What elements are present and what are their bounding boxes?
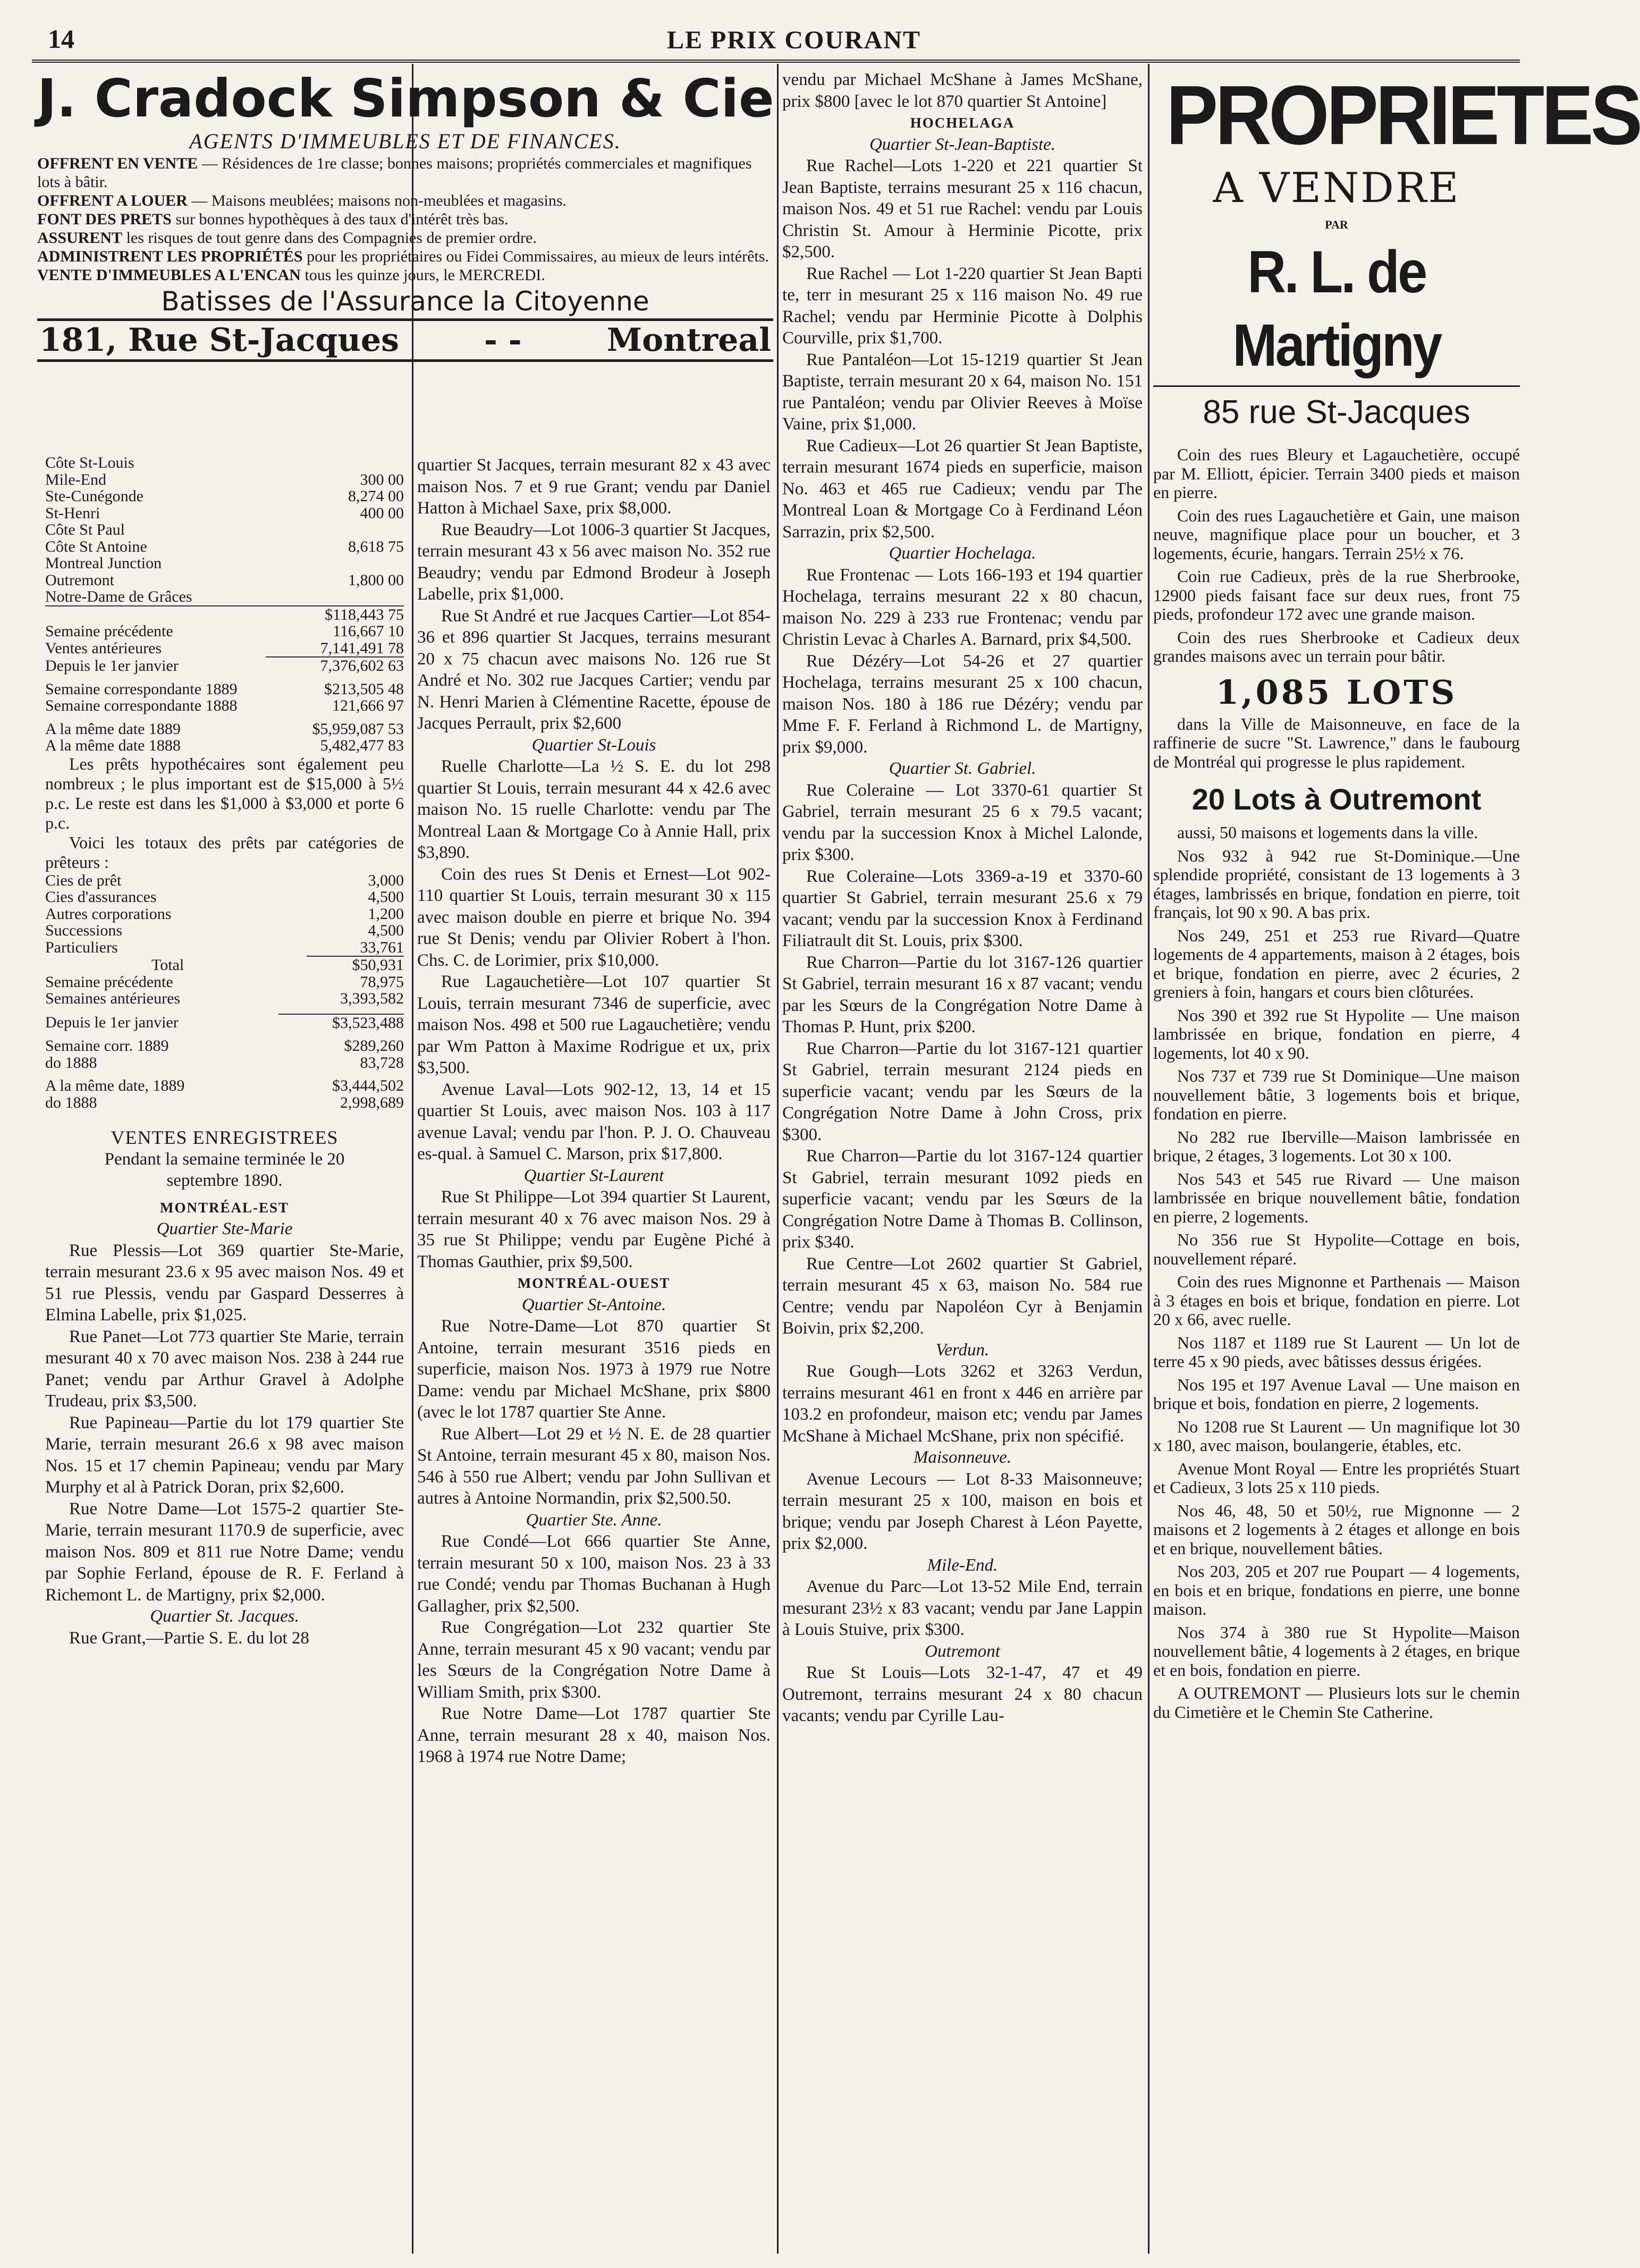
stats-value: $118,443 75 xyxy=(45,606,404,623)
sale-entry: Rue St Philippe—Lot 394 quartier St Laurent, terrain mesurant 40 x 76 avec maison Nos. 29 à 35 rue St Philippe; vendu par Eugène Piché à Thomas Gauthier, prix $9,500. xyxy=(417,1187,771,1271)
property-listing: Nos 46, 48, 50 et 50½, rue Mignonne — 2 maisons et 2 logements à 2 étages et allonge en bois et en brique, nouvellement bâties. xyxy=(1153,1500,1520,1558)
stats-value xyxy=(305,555,404,572)
stats-label: A la même date 1888 xyxy=(45,737,181,754)
stats-label: Semaine corr. 1889 xyxy=(45,1037,169,1055)
section-heading: Verdun. xyxy=(935,1340,990,1360)
stats-value: 7,376,602 63 xyxy=(266,657,404,675)
stats-paragraph: Voici les totaux des prêts par catégories de prêteurs : xyxy=(45,832,404,872)
property-listing: Nos 932 à 942 rue St-Dominique.—Une splendide propriété, consistant de 13 logements à 3 étages, lambrissés en brique, fondation en pierre, toit français, lot 90 x 90. A bas prix. xyxy=(1153,846,1520,922)
stats-row xyxy=(45,1055,404,1072)
stats-label: Cies d'assurances xyxy=(45,888,157,906)
stats-value: 5,482,477 83 xyxy=(320,737,404,754)
stats-row xyxy=(45,471,404,488)
stats-row xyxy=(45,681,404,698)
stats-row xyxy=(45,697,404,714)
section-heading: Quartier St. Jacques. xyxy=(150,1607,299,1626)
ventes-list-2 xyxy=(417,454,771,1768)
sale-entry: Rue Grant,—Partie S. E. du lot 28 xyxy=(69,1628,309,1648)
stats-value: 116,667 10 xyxy=(333,622,404,640)
stats-paragraph: Les prêts hypothécaires sont également peu nombreux ; le plus important est de $15,000 à 5½ p.c. Le reste est dans les $1,000 à $3,000 et porte 6 p.c. xyxy=(45,754,404,832)
stats-label: Successions xyxy=(45,922,122,939)
section-heading: HOCHELAGA xyxy=(910,115,1015,131)
stats-label: Semaine correspondante 1888 xyxy=(45,697,238,714)
stats-value: 3,000 xyxy=(368,871,404,889)
stats-row xyxy=(45,939,404,956)
property-listing: Nos 195 et 197 Avenue Laval — Une maison en brique et bois, fondation en pierre, 2 logements. xyxy=(1153,1375,1520,1413)
sale-entry: Coin des rues St Denis et Ernest—Lot 902-110 quartier St Louis, terrain mesurant 30 x 115 avec maison double en pierre et brique No. 394 rue St Denis; vendu par Olivier Robert à l'hon. Chs. C. de Lorimier, prix $10,000. xyxy=(417,864,771,970)
stats-label: Depuis le 1er janvier xyxy=(45,656,179,675)
section-heading: Quartier Ste-Marie xyxy=(156,1219,293,1238)
stats-row xyxy=(45,555,404,572)
stats-row xyxy=(45,1077,404,1094)
section-heading: Quartier St-Jean-Baptiste. xyxy=(869,134,1056,154)
stats-label: Cies de prêt xyxy=(45,871,122,889)
stats-row xyxy=(45,588,404,605)
stats-value: 7,141,491 78 xyxy=(320,639,404,657)
stats-value: 400 00 xyxy=(360,504,404,522)
property-listing: Nos 543 et 545 rue Rivard — Une maison lambrissée en brique nouvellement bâtie, fondation en pierre, 2 logements. xyxy=(1153,1169,1520,1226)
property-listing: Coin rue Cadieux, près de la rue Sherbrooke, 12900 pieds faisant face sur deux rues, front 75 pieds, profondeur 172 avec une grande maison. xyxy=(1153,567,1520,623)
cradock-simpson-ad xyxy=(37,69,773,436)
ad-service-text: tous les quinze jours, le MERCREDI. xyxy=(305,266,545,284)
stats-row xyxy=(45,538,404,555)
property-listing: Nos 390 et 392 rue St Hypolite — Une maison lambrissée en brique, fondation en pierre, 4 logements, lot 40 x 90. xyxy=(1153,1005,1520,1063)
stats-value: 8,274 00 xyxy=(348,487,404,505)
stats-row xyxy=(45,521,404,538)
stats-table-2 xyxy=(45,623,404,656)
stats-row xyxy=(45,922,404,939)
ad-service-line xyxy=(37,191,773,210)
sale-entry: Rue Frontenac — Lots 166-193 et 194 quartier Hochelaga, terrains mesurant 22 x 80 chacun, maison No. 229 à 233 rue Frontenac; vendu par Christin Levac à Charles A. Barnard, prix $4,500. xyxy=(782,565,1143,649)
section-heading: Quartier Ste. Anne. xyxy=(526,1510,662,1530)
stats-label: Semaine précédente xyxy=(45,973,173,991)
ventes-period: Pendant la semaine terminée le 20 septembre 1890. xyxy=(104,1149,345,1190)
sale-entry: Rue Charron—Partie du lot 3167-124 quartier St Gabriel, terrain mesurant 1092 pieds en superficie vacant; vendu par les Sœurs de la Congrégation Notre Dame à Thomas B. Collinson, prix $340. xyxy=(782,1146,1143,1252)
sale-entry: vendu par Michael McShane à James McShane, prix $800 [avec le lot 870 quartier St Antoine] xyxy=(782,70,1143,111)
stats-value: 300 00 xyxy=(360,470,404,488)
stats-value: 121,666 97 xyxy=(332,697,404,714)
sale-entry: Rue Papineau—Partie du lot 179 quartier Ste Marie, terrain mesurant 26.6 x 98 avec maison Nos. 15 et 17 chemin Papineau; vendu par Mary Murphy et al à Patrick Doran, prix $2,600. xyxy=(45,1413,404,1497)
stats-value: 8,618 75 xyxy=(348,537,404,555)
page-header xyxy=(32,16,1520,58)
property-listing: Nos 1187 et 1189 rue St Laurent — Un lot de terre 45 x 90 pieds, avec bâtisses dessus érigées. xyxy=(1153,1333,1520,1371)
property-listing: Coin des rues Mignonne et Parthenais — Maison à 3 étages en bois et brique, fondation en pierre. Lot 20 x 66, avec ruelle. xyxy=(1153,1272,1520,1329)
property-listing: aussi, 50 maisons et logements dans la ville. xyxy=(1177,823,1478,842)
stats-row xyxy=(45,974,404,991)
ad-service-text: les risques de tout genre dans des Compagnies de premier ordre. xyxy=(126,229,537,247)
martigny-ad xyxy=(1153,69,1640,2262)
ad-title: J. Cradock Simpson & Cie xyxy=(37,69,774,129)
ad-address-city: Montreal xyxy=(606,322,771,359)
stats-row xyxy=(45,623,404,640)
ad-service-text: — Résidences de 1re classe; bonnes maisons; propriétés commerciales et magnifiques lots à bâtir. xyxy=(37,155,752,191)
sale-entry: Avenue Lecours — Lot 8-33 Maisonneuve; terrain mesurant 25 x 100, maison en bois et brique; vendu par Joseph Charest à Léon Payette, prix $2,000. xyxy=(782,1469,1143,1553)
ad2-outremont: 20 Lots à Outremont xyxy=(1191,782,1482,816)
stats-value: 2,998,689 xyxy=(340,1093,404,1111)
stats-label: Outremont xyxy=(45,571,114,589)
property-listing: No 282 rue Iberville—Maison lambrissée en brique, 2 étages, 3 logements. Lot 30 x 100. xyxy=(1153,1127,1520,1165)
sale-entry: Rue Coleraine—Lots 3369-a-19 et 3370-60 quartier St Gabriel, terrain mesurant 25.6 x 79 vacant; vendu par la succession Knox à Ferdinand Filiatrault dit St. Louis, prix $300. xyxy=(782,866,1143,950)
stats-row xyxy=(45,454,404,471)
section-heading: MONTRÉAL-OUEST xyxy=(517,1275,671,1291)
stats-row xyxy=(45,889,404,906)
sale-entry: Rue Plessis—Lot 369 quartier Ste-Marie, terrain mesurant 23.6 x 95 avec maison Nos. 49 et 51 rue Plessis, vendu par Gaspard Desserres à Elmina Labelle, prix $1,025. xyxy=(45,1241,404,1325)
stats-row xyxy=(45,572,404,589)
ad-address xyxy=(37,318,773,362)
property-listing: Nos 203, 205 et 207 rue Poupart — 4 logements, en bois et en brique, fondations en pierre, une bonne maison. xyxy=(1153,1562,1520,1618)
stats-label: Mile-End xyxy=(45,470,106,488)
sale-entry: Rue Gough—Lots 3262 et 3263 Verdun, terrains mesurant 461 en front x 446 en arrière par 103.2 en profondeur, maison etc; vendu par James McShane à Michael McShane, prix non spécifié. xyxy=(782,1362,1143,1446)
property-listing: Nos 737 et 739 rue St Dominique—Une maison nouvellement bâtie, 3 logements bois et brique, fondation en pierre. xyxy=(1153,1066,1520,1123)
ad2-properties-2 xyxy=(1153,823,1520,1722)
sale-entry: Rue Lagauchetière—Lot 107 quartier St Louis, terrain mesurant 7346 de superficie, avec maison Nos. 498 et 500 rue Lagauchetière; vendu par Wm Patton à Maxime Rodrigue et ux, prix $3,500. xyxy=(417,972,771,1077)
section-heading: Quartier St-Antoine. xyxy=(521,1295,666,1314)
stats-value: 4,500 xyxy=(368,922,404,939)
sale-entry: Rue Notre Dame—Lot 1787 quartier Ste Anne, terrain mesurant 28 x 40, maison Nos. 1968 à 1974 rue Notre Dame; xyxy=(417,1704,771,1766)
stats-row xyxy=(45,737,404,754)
stats-value: $5,959,087 53 xyxy=(312,720,404,738)
ad2-subtitle: A VENDRE xyxy=(1213,164,1460,212)
header-rule xyxy=(32,60,1520,63)
stats-value: 78,975 xyxy=(360,973,404,991)
column-3 xyxy=(782,69,1143,2262)
ad2-address: 85 rue St-Jacques xyxy=(1203,394,1470,431)
ad2-rule xyxy=(1153,385,1520,387)
stats-value xyxy=(305,454,404,471)
ad-service-text: sur bonnes hypothèques à des taux d'intérêt très bas. xyxy=(175,210,509,228)
stats-label: do 1888 xyxy=(45,1053,97,1072)
ad-service-key: ADMINISTRENT LES PROPRIÉTÉS xyxy=(37,248,303,265)
stats-table-3 xyxy=(45,681,404,714)
stats-table-5 xyxy=(45,872,404,956)
stats-table-8 xyxy=(45,1077,404,1111)
sale-entry: Rue Centre—Lot 2602 quartier St Gabriel, terrain mesurant 45 x 63, maison No. 584 rue Centre; vendu par Napoléon Cyr à Benjamin Boivin, prix $2,200. xyxy=(782,1254,1143,1338)
column-2 xyxy=(417,454,771,2262)
stats-label: Autres corporations xyxy=(45,905,172,923)
stats-value xyxy=(305,588,404,605)
stats-label: Total xyxy=(151,956,184,974)
property-listing: Coin des rues Lagauchetière et Gain, une maison neuve, magnifique place pour un boucher, et 3 logements, écurie, hangars. Terrain 25½ x 76. xyxy=(1153,505,1520,563)
stats-label: Ventes antérieures xyxy=(45,639,162,657)
stats-row xyxy=(45,872,404,889)
stats-row xyxy=(45,505,404,522)
stats-value: 1,800 00 xyxy=(348,571,404,589)
ad-services-list xyxy=(37,154,773,284)
ventes-list-3 xyxy=(782,69,1143,1727)
stats-row xyxy=(45,1094,404,1111)
stats-label: A la même date, 1889 xyxy=(45,1077,185,1094)
stats-label: Semaine précédente xyxy=(45,622,173,640)
ad-service-key: ASSURENT xyxy=(37,229,123,247)
stats-value: 83,728 xyxy=(360,1053,404,1072)
ad2-lots: 1,085 LOTS xyxy=(1215,672,1458,712)
section-heading: MONTRÉAL-EST xyxy=(159,1199,290,1216)
sale-entry: Rue Cadieux—Lot 26 quartier St Jean Baptiste, terrain mesurant 1674 pieds en superficie, maison No. 463 et 465 rue Cadieux; vendu par The Montreal Loan & Mortgage Co à Ferdinand Léon Sarrazin, prix $2,500. xyxy=(782,436,1143,542)
section-heading: Quartier St. Gabriel. xyxy=(889,759,1036,778)
ad-service-key: OFFRENT A LOUER xyxy=(37,192,188,209)
ad-service-key: OFFRENT EN VENTE xyxy=(37,155,198,172)
stats-label: Particuliers xyxy=(45,938,118,956)
property-listing: Nos 249, 251 et 253 rue Rivard—Quatre logements de 4 appartements, maison à 2 étages, bois et brique, fondation en pierre, avec 2 écuries, 2 greniers à foin, hangars et cours bien clôturées. xyxy=(1153,925,1520,1001)
stats-label: do 1888 xyxy=(45,1093,97,1111)
stats-row xyxy=(45,640,404,657)
sale-entry: Rue St Louis—Lots 32-1-47, 47 et 49 Outremont, terrains mesurant 24 x 80 chacun vacants; vendu par Cyrille Lau- xyxy=(782,1663,1143,1725)
stats-label: Notre-Dame de Grâces xyxy=(45,588,192,605)
stats-row xyxy=(45,721,404,738)
stats-value: 33,761 xyxy=(360,938,404,956)
sale-entry: Rue Condé—Lot 666 quartier Ste Anne, terrain mesurant 50 x 100, maison Nos. 23 à 33 rue Condé; vendu par Thomas Buchanan à Hugh Gallagher, prix $2,500. xyxy=(417,1532,771,1616)
sale-entry: Rue Rachel — Lot 1-220 quartier St Jean Bapti te, terr in mesurant 25 x 116 maison No. 49 rue Rachel; vendu par Herminie Picotte à Dolphis Courville, prix $1,700. xyxy=(782,264,1143,348)
ad-address-street: 181, Rue St-Jacques xyxy=(39,322,399,359)
stats-label: A la même date 1889 xyxy=(45,720,181,738)
stats-value: $3,523,488 xyxy=(278,1014,404,1032)
ad-address-sep: - - xyxy=(484,322,522,359)
stats-value: $213,505 48 xyxy=(324,680,404,698)
ad-service-text: — Maisons meublées; maisons non-meublées et magasins. xyxy=(191,192,567,209)
sale-entry: Rue Coleraine — Lot 3370-61 quartier St Gabriel, terrain mesurant 25 6 x 79.5 vacant; vendu par la succession Knox à Michel Lalonde, prix $300. xyxy=(782,780,1143,864)
column-divider xyxy=(777,64,779,2254)
property-listing: Nos 374 à 380 rue St Hypolite—Maison nouvellement bâtie, 4 logements à 2 étages, en brique et en bois, fondation en pierre. xyxy=(1153,1622,1520,1680)
stats-total-1 xyxy=(45,605,404,623)
sale-entry: Rue Congrégation—Lot 232 quartier Ste Anne, terrain mesurant 45 x 90 vacant; vendu par les Sœurs de la Congrégation Notre Dame à William Smith, prix $300. xyxy=(417,1618,771,1702)
property-listing: A OUTREMONT — Plusieurs lots sur le chemin du Cimetière et le Chemin Ste Catherine. xyxy=(1153,1683,1520,1722)
sale-entry: Rue Rachel—Lots 1-220 et 221 quartier St Jean Baptiste, terrains mesurant 25 x 116 chacun, maison Nos. 49 et 51 rue Rachel: vendu par Louis Christin St. Amour à Herminie Picotte, prix $2,500. xyxy=(782,156,1143,262)
stats-value xyxy=(305,521,404,538)
stats-depuis-2 xyxy=(45,1014,404,1032)
sale-entry: Rue Charron—Partie du lot 3167-121 quartier St Gabriel, terrain mesurant 2124 pieds en superficie vacant; vendu par les Sœurs de la Congrégation Notre Dame à John Cross, prix $300. xyxy=(782,1039,1143,1144)
stats-label: Ste-Cunégonde xyxy=(45,487,143,505)
stats-label: Côte St Antoine xyxy=(45,537,147,555)
ad2-name: R. L. de Martigny xyxy=(1232,239,1441,378)
sale-entry: Rue Dézéry—Lot 54-26 et 27 quartier Hochelaga, terrains mesurant 25 x 100 chacun, maison Nos. 180 à 186 rue Dézéry; vendu par Mme F. F. Ferland à Richmond L. de Martigny, prix $9,000. xyxy=(782,651,1143,757)
stats-value: 3,393,582 xyxy=(340,990,404,1007)
section-heading: Outremont xyxy=(925,1641,1000,1661)
stats-depuis-1 xyxy=(45,656,404,675)
stats-label: Semaine correspondante 1889 xyxy=(45,680,238,698)
sale-entry: quartier St Jacques, terrain mesurant 82 x 43 avec maison Nos. 7 et 9 rue Grant; vendu par Daniel Hatton à Michael Saxe, prix $8,000. xyxy=(417,456,771,518)
section-heading: Quartier Hochelaga. xyxy=(889,544,1036,563)
ad-service-text: pour les propriétaires ou Fidei Commissaires, au mieux de leurs intérêts. xyxy=(307,248,769,265)
stats-row xyxy=(45,1038,404,1055)
sale-entry: Rue Panet—Lot 773 quartier Ste Marie, terrain mesurant 40 x 70 avec maison Nos. 238 à 244 rue Panet; vendu par Arthur Gravel à Adolphe Trudeau, prix $3,500. xyxy=(45,1327,404,1411)
sale-entry: Rue Notre Dame—Lot 1575-2 quartier Ste-Marie, terrain mesurant 1170.9 de superficie, avec maison Nos. 809 et 811 rue Notre Dame; vendu par Sophie Ferland, épouse de R. F. Ferland à Richemont L. de Martigny, prix $2,000. xyxy=(45,1499,404,1605)
ad-service-line xyxy=(37,266,773,284)
ad2-properties-1 xyxy=(1153,445,1520,666)
stats-table-4 xyxy=(45,721,404,754)
ad-subtitle: AGENTS D'IMMEUBLES ET DE FINANCES. xyxy=(189,129,621,153)
property-listing: Avenue Mont Royal — Entre les propriétés Stuart et Cadieux, 3 lots 25 x 110 pieds. xyxy=(1153,1458,1520,1497)
stats-label: St-Henri xyxy=(45,504,100,522)
stats-table-6 xyxy=(45,974,404,1007)
ad-service-line xyxy=(37,229,773,247)
ad-service-line xyxy=(37,247,773,266)
stats-value: 4,500 xyxy=(368,888,404,906)
stats-value: $289,260 xyxy=(344,1037,404,1055)
stats-label: Semaines antérieures xyxy=(45,990,181,1007)
sale-entry: Avenue du Parc—Lot 13-52 Mile End, terrain mesurant 23½ x 83 vacant; vendu par Jane Lappin à Louis Stuive, prix $300. xyxy=(782,1577,1143,1639)
ad-service-line xyxy=(37,210,773,229)
stats-value: $50,931 xyxy=(307,956,404,974)
stats-row xyxy=(45,488,404,505)
property-listing: Coin des rues Bleury et Lagauchetière, occupé par M. Elliott, épicier. Terrain 3400 pieds et maison en pierre. xyxy=(1153,445,1520,502)
stats-row xyxy=(45,990,404,1007)
sale-entry: Rue Beaudry—Lot 1006-3 quartier St Jacques, terrain mesurant 43 x 56 avec maison No. 352 rue Beaudry; vendu par Edmond Brodeur à Joseph Labelle, prix $1,000. xyxy=(417,520,771,604)
ad2-title: PROPRIETES xyxy=(1166,69,1640,162)
page-number: 14 xyxy=(48,24,74,54)
ventes-list-1 xyxy=(45,1197,404,1649)
property-listing: No 356 rue St Hypolite—Cottage en bois, nouvellement réparé. xyxy=(1153,1230,1520,1268)
ad-service-key: FONT DES PRETS xyxy=(37,210,172,228)
ad-service-key: VENTE D'IMMEUBLES A L'ENCAN xyxy=(37,266,301,284)
section-heading: Quartier St-Louis xyxy=(531,735,656,755)
stats-table-7 xyxy=(45,1038,404,1071)
sale-entry: Rue St André et rue Jacques Cartier—Lot 854-36 et 896 quartier St Jacques, terrains mesurant 20 x 75 chacun avec maisons No. 126 rue St André et No. 302 rue Jacques Cartier; vendu par N. Henri Marien à Clémentine Racette, épouse de Jacques Perrault, prix $2,600 xyxy=(417,606,771,733)
sale-entry: Rue Albert—Lot 29 et ½ N. E. de 28 quartier St Antoine, terrain mesurant 45 x 80, maison Nos. 546 à 550 rue Albert; vendu par John Sullivan et autres à Antoine Normandin, prix $2,500.50. xyxy=(417,1424,771,1508)
stats-value: $3,444,502 xyxy=(332,1077,404,1094)
section-heading: Mile-End. xyxy=(927,1555,998,1575)
stats-label: Montreal Junction xyxy=(45,554,162,572)
ventes-heading: VENTES ENREGISTREES xyxy=(111,1127,339,1148)
ad2-lots-text: dans la Ville de Maisonneuve, en face de la raffinerie de sucre "St. Lawrence," dans le faubourg de Montréal qui progresse le plus rapidement. xyxy=(1153,714,1520,771)
property-listing: Coin des rues Sherbrooke et Cadieux deux grandes maisons avec un terrain pour bâtir. xyxy=(1153,627,1520,665)
stats-row xyxy=(45,906,404,923)
ad2-par: PAR xyxy=(1325,218,1348,231)
stats-total-2 xyxy=(45,956,404,974)
sale-entry: Rue Notre-Dame—Lot 870 quartier St Antoine, terrain mesurant 3516 pieds en superficie, maison Nos. 1973 à 1979 rue Notre Dame: vendu par Michael McShane, prix $800 (avec le lot 1787 quartier Ste Anne. xyxy=(417,1317,771,1422)
column-1 xyxy=(45,454,404,2262)
column-divider xyxy=(1148,64,1149,2254)
sale-entry: Avenue Laval—Lots 902-12, 13, 14 et 15 quartier St Louis, avec maison Nos. 103 à 117 avenue Laval; vendu par l'hon. P. J. O. Chauveau es-qual. à Samuel C. Marson, prix $17,800. xyxy=(417,1080,771,1163)
stats-table-1 xyxy=(45,454,404,605)
stats-value: 1,200 xyxy=(368,905,404,923)
sale-entry: Ruelle Charlotte—La ½ S. E. du lot 298 quartier St Louis, terrain mesurant 44 x 42.6 avec maison No. 15 ruelle Charlotte: vendu par The Montreal Laan & Mortgage Co à Annie Hall, prix $3,890. xyxy=(417,757,771,862)
sale-entry: Rue Charron—Partie du lot 3167-126 quartier St Gabriel, terrain mesurant 16 x 87 vacant; vendu par les Sœurs de la Congrégation Notre Dame à Thomas P. Hunt, prix $200. xyxy=(782,952,1143,1036)
sale-entry: Rue Pantaléon—Lot 15-1219 quartier St Jean Baptiste, terrain mesurant 20 x 64, maison No. 151 rue Pantaléon; vendu par Olivier Reeves à Moïse Vaine, prix $1,000. xyxy=(782,350,1143,434)
stats-label: Côte St Paul xyxy=(45,521,125,538)
stats-label: Depuis le 1er janvier xyxy=(45,1014,179,1031)
property-listing: No 1208 rue St Laurent — Un magnifique lot 30 x 180, avec maison, boulangerie, étables, etc. xyxy=(1153,1417,1520,1455)
ad-service-line xyxy=(37,154,773,191)
stats-label: Côte St-Louis xyxy=(45,454,134,471)
section-heading: Quartier St-Laurent xyxy=(523,1166,664,1185)
ad-building: Batisses de l'Assurance la Citoyenne xyxy=(161,286,649,317)
section-heading: Maisonneuve. xyxy=(913,1448,1012,1467)
running-title: LE PRIX COURANT xyxy=(667,26,922,54)
